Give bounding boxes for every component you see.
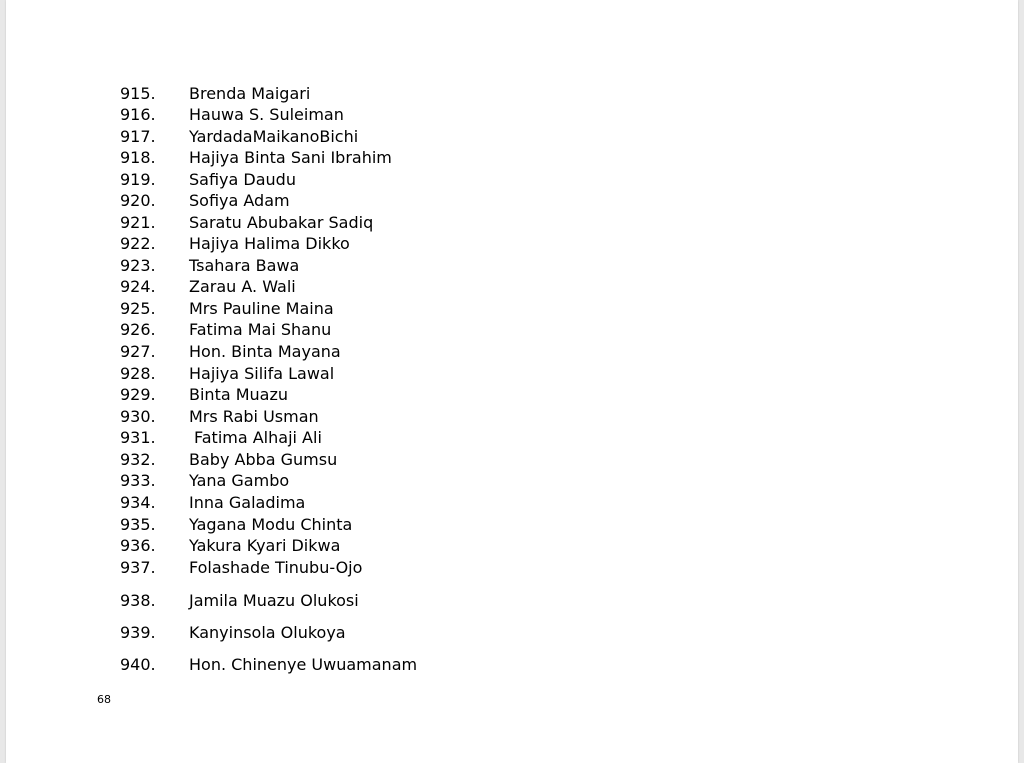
name-list [6, 0, 1018, 763]
entry-number: 940. [120, 655, 156, 674]
entry-number: 926. [120, 320, 156, 339]
entry-number: 918. [120, 148, 156, 167]
entry-name: Jamila Muazu Olukosi [189, 591, 359, 610]
entry-name: YardadaMaikanoBichi [189, 127, 359, 146]
entry-number: 927. [120, 342, 156, 361]
entry-name: Inna Galadima [189, 493, 306, 512]
entry-number: 935. [120, 515, 156, 534]
entry-name: Folashade Tinubu-Ojo [189, 558, 363, 577]
entry-number: 917. [120, 127, 156, 146]
entry-number: 928. [120, 364, 156, 383]
entry-name: Binta Muazu [189, 385, 289, 404]
page-number: 68 [97, 693, 111, 706]
entry-number: 933. [120, 471, 156, 490]
entry-number: 919. [120, 170, 156, 189]
entry-number: 939. [120, 623, 156, 642]
entry-name: Hajiya Silifa Lawal [189, 364, 335, 383]
entry-name: Hon. Chinenye Uwuamanam [189, 655, 418, 674]
entry-name: Sofiya Adam [189, 191, 290, 210]
entry-number: 932. [120, 450, 156, 469]
entry-name: Yakura Kyari Dikwa [189, 536, 341, 555]
entry-number: 920. [120, 191, 156, 210]
entry-name: Baby Abba Gumsu [189, 450, 338, 469]
entry-number: 931. [120, 428, 156, 447]
entry-name: Safiya Daudu [189, 170, 296, 189]
document-page [6, 0, 1018, 763]
entry-number: 922. [120, 234, 156, 253]
entry-number: 921. [120, 213, 156, 232]
entry-number: 916. [120, 105, 156, 124]
entry-name: Fatima Mai Shanu [189, 320, 332, 339]
entry-number: 930. [120, 407, 156, 426]
entry-name: Tsahara Bawa [189, 256, 300, 275]
entry-number: 929. [120, 385, 156, 404]
entry-name: Hon. Binta Mayana [189, 342, 341, 361]
entry-name: Hauwa S. Suleiman [189, 105, 344, 124]
entry-name: Fatima Alhaji Ali [194, 428, 322, 447]
entry-number: 915. [120, 84, 156, 103]
entry-number: 937. [120, 558, 156, 577]
entry-number: 923. [120, 256, 156, 275]
entry-name: Brenda Maigari [189, 84, 311, 103]
entry-number: 936. [120, 536, 156, 555]
entry-number: 934. [120, 493, 156, 512]
entry-name: Hajiya Binta Sani Ibrahim [189, 148, 392, 167]
entry-name: Hajiya Halima Dikko [189, 234, 350, 253]
entry-name: Kanyinsola Olukoya [189, 623, 346, 642]
entry-name: Yagana Modu Chinta [189, 515, 353, 534]
entry-name: Saratu Abubakar Sadiq [189, 213, 374, 232]
entry-name: Mrs Rabi Usman [189, 407, 319, 426]
entry-name: Mrs Pauline Maina [189, 299, 334, 318]
entry-number: 924. [120, 277, 156, 296]
entry-number: 938. [120, 591, 156, 610]
entry-name: Zarau A. Wali [189, 277, 296, 296]
entry-number: 925. [120, 299, 156, 318]
entry-name: Yana Gambo [189, 471, 290, 490]
